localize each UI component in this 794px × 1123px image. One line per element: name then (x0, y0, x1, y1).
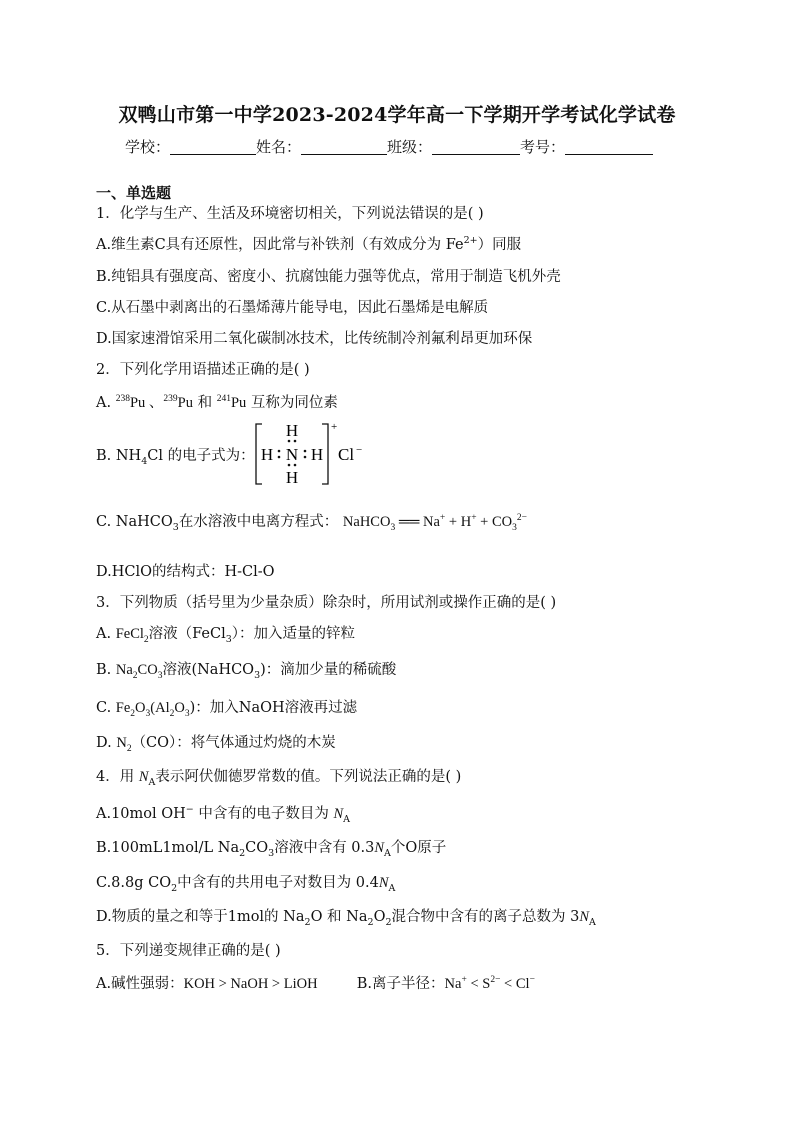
ef-n-center: N (285, 445, 299, 464)
q2-option-b: B. $NH_4Cl$ 的电子式为： (96, 448, 255, 467)
nh4cl-electron-formula (252, 420, 372, 488)
section-heading: 一、单选题 (96, 184, 172, 202)
q3-stem: 3．下列物质（括号里为少量杂质）除杂时，所用试剂或操作正确的是( ) (96, 595, 557, 611)
q3-option-a: A. FeCl$_2$溶液（FeCl$_3$）：加入适量的锌粒 (96, 626, 356, 645)
ef-cl: Cl (338, 445, 355, 464)
ef-h-right: H (310, 445, 324, 464)
class-blank[interactable] (432, 140, 520, 155)
page-title: 双鸭山市第一中学2023-2024学年高一下学期开学考试化学试卷 (118, 104, 676, 126)
q5-stem: 5．下列递变规律正确的是( ) (96, 943, 281, 959)
q2-stem: 2．下列化学用语描述正确的是( ) (96, 362, 310, 378)
svg-text:−: − (356, 444, 363, 456)
q2-option-d: D.HClO的结构式：H-Cl-O (96, 564, 275, 580)
school-blank[interactable] (170, 140, 256, 155)
number-blank[interactable] (565, 140, 653, 155)
ef-h-bottom: H (285, 468, 299, 487)
q4-option-c: C.8.8g $CO_2$中含有的共用电子对数目为 $0.4N_A$ (96, 875, 396, 894)
q2-option-c: C. NaHCO$_3$在水溶液中电离方程式： NaHCO$_3$ ══ $Na^+ + H^+ + CO_3^{2-}$ (96, 513, 527, 533)
q1-option-d: D.国家速滑馆采用二氧化碳制冰技术，比传统制冷剂氟利昂更加环保 (96, 331, 533, 347)
ef-plus: + (331, 421, 338, 433)
ef-h-left: H (260, 445, 274, 464)
student-info-line (125, 136, 653, 157)
q3-option-c: C. $Fe_2O_3(Al_2O_3)$：加入NaOH溶液再过滤 (96, 700, 358, 719)
number-label: 考号： (520, 138, 566, 156)
q5-options-ab: A.碱性强弱：KOH > NaOH > LiOH B.离子半径：$Na^+ < S^{2-} < Cl^-$ (96, 975, 535, 992)
q1-stem: 1．化学与生产、生活及环境密切相关，下列说法错误的是( ) (96, 206, 484, 222)
q3-option-d: D. $N_2(CO)$：将气体通过灼烧的木炭 (96, 735, 336, 754)
name-label: 姓名： (256, 138, 302, 156)
q4-option-d: D.物质的量之和等于1mol的 $Na_2O$ 和 $Na_2O_2$混合物中含有的离子总数为 $3N_A$ (96, 909, 596, 928)
q1-option-c: C.从石墨中剥离出的石墨烯薄片能导电，因此石墨烯是电解质 (96, 300, 489, 316)
q2-option-a: A. $^{238}$Pu 、$^{239}$Pu 和 $^{241}$Pu 互称为同位素 (96, 394, 338, 411)
name-blank[interactable] (301, 140, 387, 155)
ef-h-top: H (285, 421, 299, 440)
class-label: 班级： (387, 138, 433, 156)
school-label: 学校： (125, 138, 171, 156)
q3-option-b: B. $Na_2CO_3$溶液(NaHCO$_3$)：滴加少量的稀硫酸 (96, 662, 397, 681)
q4-option-a: A.10mol OH− 中含有的电子数目为 $N_A$ (96, 804, 351, 825)
q1-option-b: B.纯铝具有强度高、密度小、抗腐蚀能力强等优点，常用于制造飞机外壳 (96, 269, 561, 285)
q4-stem: 4．用 $N_A$表示阿伏伽德罗常数的值。下列说法正确的是( ) (96, 769, 462, 788)
q1-option-a: A.维生素C具有还原性，因此常与补铁剂（有效成分为 $Fe^{2+}$）同服 (96, 235, 522, 253)
q4-option-b: B.100mL1mol/L $Na_2CO_3$溶液中含有 $0.3N_A$个O原子 (96, 840, 447, 859)
